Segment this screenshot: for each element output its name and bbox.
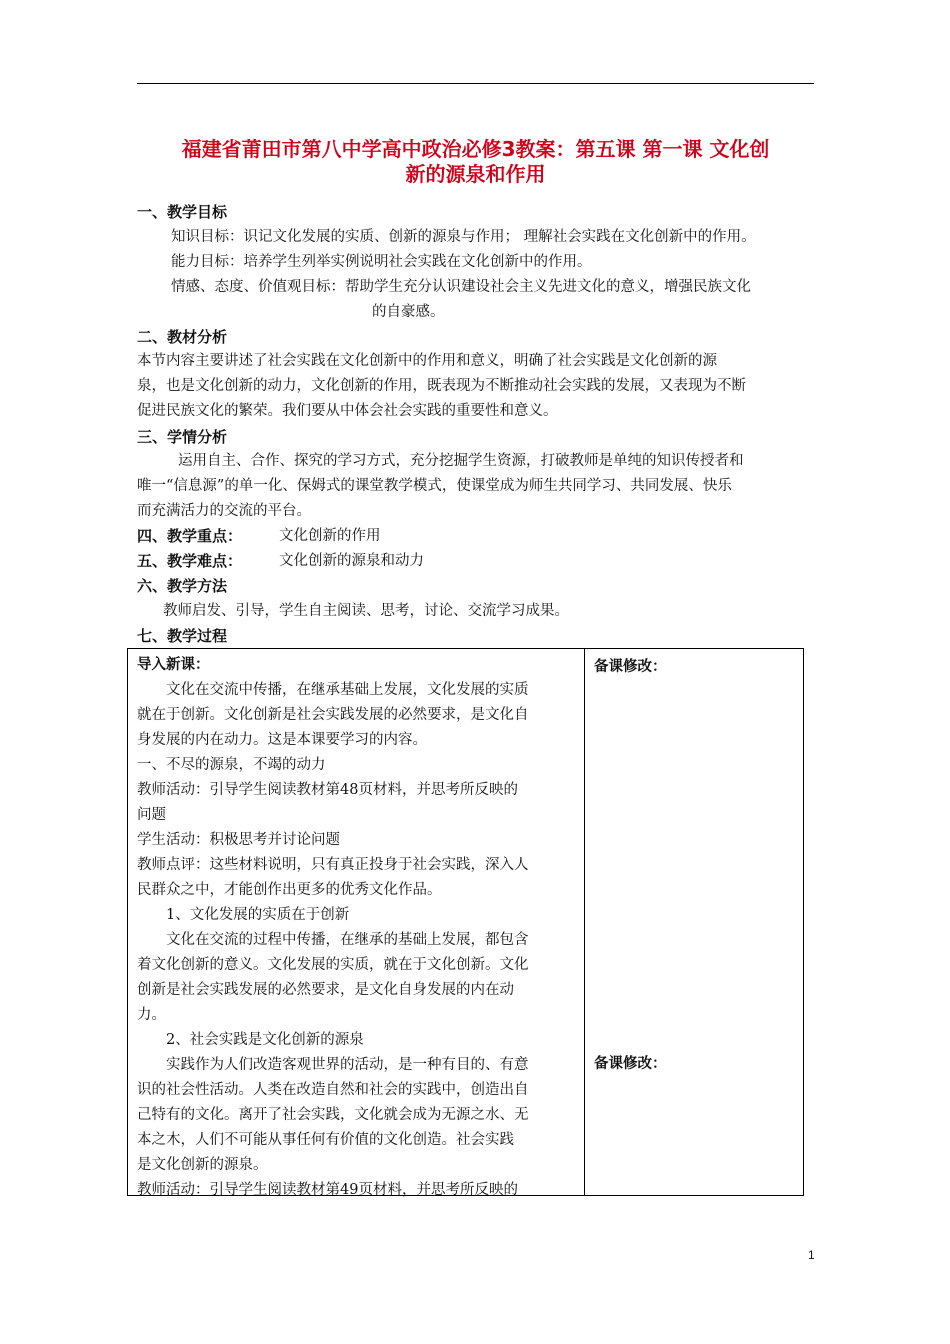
title-line-1: 福建省莆田市第八中学高中政治必修3教案：第五课 第一课 文化创	[181, 137, 770, 161]
process-line: 就在于创新。文化创新是社会实践发展的必然要求，是文化自	[137, 707, 529, 723]
process-line: 己特有的文化。离开了社会实践，文化就会成为无源之水、无	[137, 1107, 529, 1123]
page-number: 1	[808, 1248, 815, 1262]
difficulty-value: 文化创新的源泉和动力	[279, 553, 424, 569]
document-title	[137, 137, 814, 187]
process-line: 1、文化发展的实质在于创新	[166, 907, 350, 923]
process-line: 文化在交流中传播，在继承基础上发展，文化发展的实质	[166, 682, 529, 698]
process-line: 民群众之中，才能创作出更多的优秀文化作品。	[137, 882, 442, 898]
material-line-1: 本节内容主要讲述了社会实践在文化创新中的作用和意义，明确了社会实践是文化创新的源	[137, 353, 717, 369]
material-analysis-text	[137, 349, 817, 424]
heading-teaching-method: 六、教学方法	[137, 577, 228, 595]
key-point-value: 文化创新的作用	[279, 528, 381, 544]
heading-key-point: 四、教学重点：	[137, 527, 243, 545]
heading-difficulty: 五、教学难点：	[137, 552, 243, 570]
heading-teaching-goals: 一、教学目标	[137, 203, 228, 221]
process-line: 力。	[137, 1007, 166, 1023]
student-analysis-text	[137, 449, 817, 524]
intro-heading: 导入新课：	[137, 657, 210, 673]
lesson-notes-label-2: 备课修改：	[594, 1056, 667, 1072]
title-line-2: 新的源泉和作用	[405, 162, 546, 186]
heading-material-analysis: 二、教材分析	[137, 328, 228, 346]
knowledge-goal: 知识目标：识记文化发展的实质、创新的源泉与作用； 理解社会实践在文化创新中的作用。	[171, 229, 756, 245]
heading-teaching-process: 七、教学过程	[137, 627, 228, 645]
student-line-1: 运用自主、合作、探究的学习方式，充分挖掘学生资源，打破教师是单纯的知识传授者和	[178, 453, 744, 469]
process-line: 教师活动：引导学生阅读教材第48页材料，并思考所反映的	[137, 782, 518, 798]
table-column-divider	[584, 649, 585, 1195]
process-line: 教师活动：引导学生阅读教材第49页材料，并思考所反映的	[137, 1182, 518, 1198]
heading-student-analysis: 三、学情分析	[137, 428, 228, 446]
process-line: 身发展的内在动力。这是本课要学习的内容。	[137, 732, 427, 748]
lesson-notes-label: 备课修改：	[594, 659, 667, 675]
process-line: 学生活动：积极思考并讨论问题	[137, 832, 340, 848]
process-line: 是文化创新的源泉。	[137, 1157, 268, 1173]
process-line: 实践作为人们改造客观世界的活动，是一种有目的、有意	[166, 1057, 529, 1073]
teaching-method-text: 教师启发、引导，学生自主阅读、思考，讨论、交流学习成果。	[163, 603, 569, 619]
emotion-goal-line-2: 的自豪感。	[372, 304, 445, 320]
process-line: 2、社会实践是文化创新的源泉	[166, 1032, 364, 1048]
process-line: 文化在交流的过程中传播，在继承的基础上发展，都包含	[166, 932, 529, 948]
process-line: 问题	[137, 807, 166, 823]
student-line-3: 而充满活力的交流的平台。	[137, 503, 311, 519]
ability-goal: 能力目标：培养学生列举实例说明社会实践在文化创新中的作用。	[171, 254, 592, 270]
process-line: 识的社会性活动。人类在改造自然和社会的实践中，创造出自	[137, 1082, 529, 1098]
process-line: 一、不尽的源泉，不竭的动力	[137, 757, 326, 773]
emotion-goal-line-1: 情感、态度、价值观目标：帮助学生充分认识建设社会主义先进文化的意义，增强民族文化	[171, 279, 751, 295]
process-line: 着文化创新的意义。文化发展的实质，就在于文化创新。文化	[137, 957, 529, 973]
process-line: 教师点评：这些材料说明，只有真正投身于社会实践，深入人	[137, 857, 529, 873]
header-rule	[137, 83, 814, 84]
process-content-cell	[137, 653, 577, 1203]
process-line: 创新是社会实践发展的必然要求，是文化自身发展的内在动	[137, 982, 514, 998]
teaching-process-table	[127, 648, 804, 1196]
process-line: 本之木，人们不可能从事任何有价值的文化创造。社会实践	[137, 1132, 514, 1148]
student-line-2: 唯一“信息源”的单一化、保姆式的课堂教学模式，使课堂成为师生共同学习、共同发展、快乐	[137, 478, 732, 494]
material-line-3: 促进民族文化的繁荣。我们要从中体会社会实践的重要性和意义。	[137, 403, 558, 419]
material-line-2: 泉，也是文化创新的动力，文化创新的作用，既表现为不断推动社会实践的发展，又表现为不断	[137, 378, 746, 394]
